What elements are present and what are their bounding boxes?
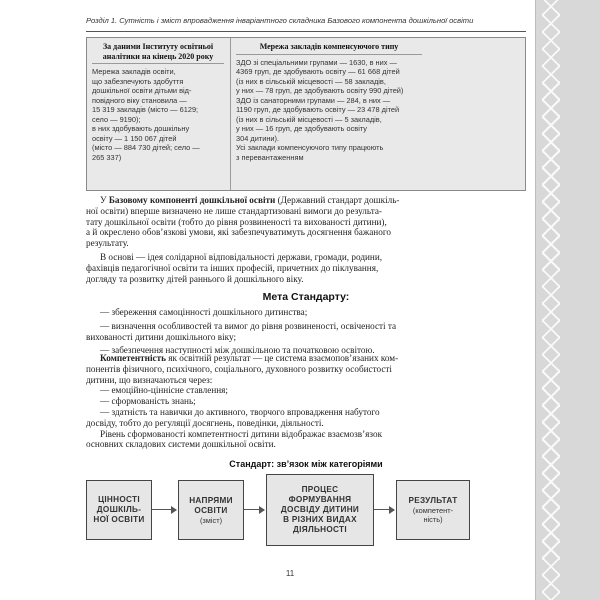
ornament-border [542, 0, 560, 600]
table-left-line: що забезпечують здобуття [92, 76, 184, 86]
table-right-line: з перевантаженням [236, 152, 304, 162]
list-item: — визначення особливостей та вимог до рівня розвиненості, освіченості та [100, 320, 397, 331]
list-item: — сформованість знань; [100, 396, 196, 407]
category-diagram [86, 474, 526, 564]
table-right-line: (із них в сільській місцевості — 58 закладів, [236, 76, 386, 86]
paragraph-responsibility: В основі — ідея солідарної відповідальності держави, громади, родини, фахівців педагогічної освіти та інших професій, причетних до піклування, догляду та розвитку дітей раннього й дошкільного віку. [86, 252, 383, 284]
table-right-line: (із них в сільській місцевості — 5 закладів, [236, 114, 382, 124]
node-directions: НАПРЯМИ ОСВІТИ (зміст) [178, 480, 244, 540]
table-left-line: дошкільної освіти дітьми від- [92, 86, 192, 95]
node-result: РЕЗУЛЬТАТ (компетент- ність) [396, 480, 470, 540]
page-number: 11 [285, 569, 295, 578]
paragraph-base-component: У Базовому компоненті дошкільної освіти (Державний стандарт дошкіль- ної освіти) вперше визначено не лише стандартизовані вимоги до результа- тату дошкільної освіти (тобто до рівня розвиненості та вихованості дитини), а й окреслено обов’язкові умови, які забезпечуватимуть досягнення бажаного результату. [86, 195, 400, 249]
table-left-column [92, 42, 224, 162]
table-right-heading: Мережа закладів компенсуючого типу [236, 42, 422, 55]
table-right-line: ЗДО із санаторними групами — 284, в них — [236, 95, 391, 105]
table-right-line: 304 дитини). [236, 133, 280, 143]
table-right-column [236, 42, 422, 162]
table-right-line: Усі заклади компенсуючого типу працюють [236, 143, 384, 152]
table-left-line: село — 9190); [92, 114, 141, 124]
table-left-heading: За даними Інституту освітньої аналітики на кінець 2020 року [92, 42, 224, 64]
running-head: Розділ 1. Сутність і зміст впровадження інваріантного складника Базового компонента дошкільної освіти [86, 16, 474, 25]
table-left-line: (місто — 884 730 дітей; село — [92, 143, 200, 152]
table-right-line: у них — 78 груп, де здобувають освіту 990 дітей) [236, 86, 404, 95]
statistics-table [86, 37, 526, 191]
table-left-line: повідного віку становила — [92, 95, 187, 105]
paragraph-competence: Компетентність як освітній результат — це система взаємопов’язаних ком- понентів фізичного, психічного, соціального, духовного розвитку особистості дитини, що визначаються через: — емоційно-ціннісне ставлення; — сформованість знань; — здатність та навички до активного, творчого впровадження набутого досвіду, тобто до регуляції досягнень, поведінки, діяльності. Рівень сформованості компетентності дитини відображає взаємозв’язок основних складових системи дошкільної освіти. [86, 353, 526, 450]
table-right-line: 4369 груп, де здобувають освіту — 61 668 дітей [236, 67, 400, 76]
goal-heading: Мета Стандарту: [262, 291, 350, 303]
term-base-component: Базовому компоненті дошкільної освіти [108, 195, 276, 205]
table-left-line: 15 319 закладів (місто — 6129; [92, 105, 199, 114]
table-divider [230, 38, 231, 190]
table-left-line: 265 337) [92, 152, 122, 162]
arrow-icon [374, 509, 394, 510]
header-rule [86, 31, 526, 32]
list-item: вихованості дитини дошкільного віку; [86, 331, 237, 342]
diagram-title: Стандарт: зв’язок між категоріями [229, 459, 383, 469]
list-item: досвіду, тобто до регуляції досягнень, поведінки, діяльності. [86, 417, 324, 428]
list-item: — забезпечення наступності між дошкільною та початковою освітою. [100, 345, 375, 356]
table-right-line: 1190 груп, де здобувають освіту — 23 478 дітей [236, 105, 400, 114]
table-right-line: ЗДО зі спеціальними групами — 1630, в них — [236, 57, 397, 67]
list-item: — емоційно-ціннісне ставлення; [100, 385, 228, 396]
list-item: — збереження самоцінності дошкільного дитинства; [100, 307, 308, 317]
table-right-line: у них — 16 груп, де здобувають освіту [236, 124, 368, 133]
page-edge-band [535, 0, 600, 600]
goal-list [86, 307, 526, 356]
arrow-icon [152, 509, 176, 510]
arrow-icon [244, 509, 264, 510]
term-competence: Компетентність [100, 353, 166, 363]
table-left-line: в них здобувають дошкільну [92, 124, 190, 133]
node-values: ЦІННОСТІ ДОШКІЛЬ- НОЇ ОСВІТИ [86, 480, 152, 540]
table-left-line: Мережа закладів освіти, [92, 67, 176, 76]
table-left-line: освіту — 1 150 067 дітей [92, 133, 177, 143]
list-item: — здатність та навички до активного, творчого впровадження набутого [100, 406, 380, 417]
node-process: ПРОЦЕС ФОРМУВАННЯ ДОСВІДУ ДИТИНИ В РІЗНИХ ВИДАХ ДІЯЛЬНОСТІ [266, 474, 374, 546]
